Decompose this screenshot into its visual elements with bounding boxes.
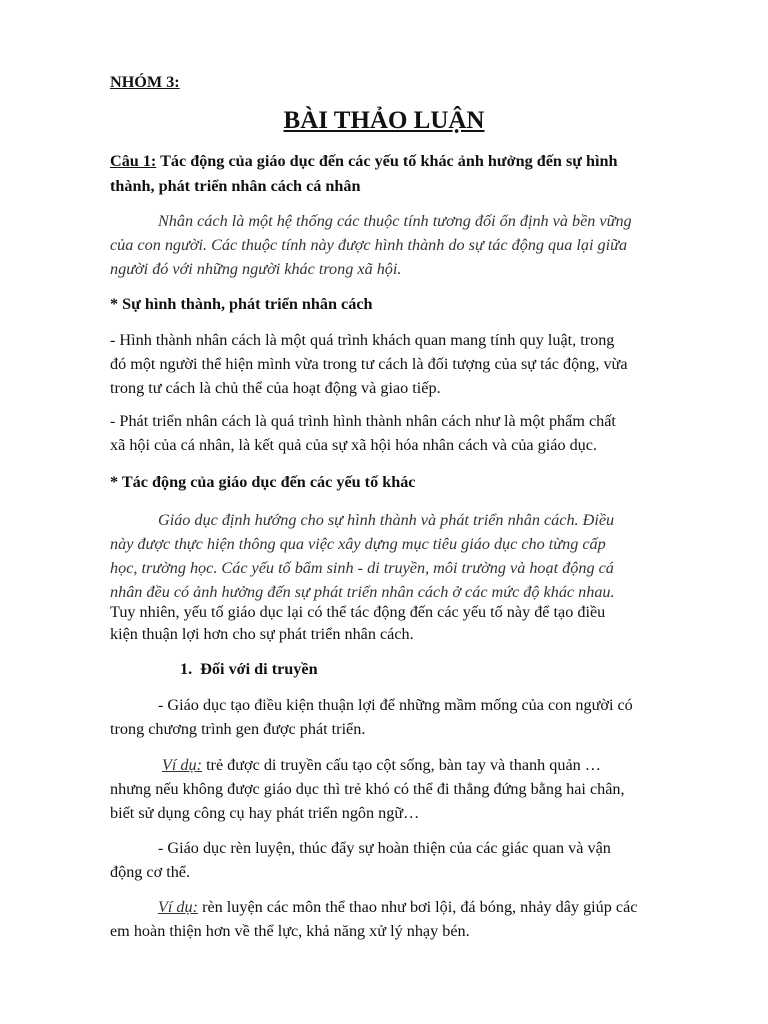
section1-para2-line: xã hội của cá nhân, là kết quả của sự xã hội hóa nhân cách và của giáo dục. <box>110 436 598 454</box>
example2-line1 <box>158 899 637 915</box>
intro-line: Nhân cách là một hệ thống các thuộc tính tương đối ổn định và bền vững <box>158 212 632 230</box>
subsection1-heading <box>180 661 318 677</box>
section2-italic-line: Giáo dục định hướng cho sự hình thành và phát triển nhân cách. Điều <box>158 511 615 529</box>
section1-para1-line: trong tư cách là chủ thể của hoạt động và giao tiếp. <box>110 379 441 397</box>
section1-heading: * Sự hình thành, phát triển nhân cách <box>110 295 373 313</box>
subsection1-number: 1. <box>180 660 193 678</box>
section2-heading: * Tác động của giáo dục đến các yếu tố khác <box>110 473 416 491</box>
section1-para1-line: đó một người thể hiện mình vừa trong tư cách là đối tượng của sự tác động, vừa <box>110 355 628 373</box>
subsection1-title: Đối với di truyền <box>200 660 318 678</box>
section1-para1-line: - Hình thành nhân cách là một quá trình khách quan mang tính quy luật, trong <box>110 331 615 349</box>
section2-italic-line: này được thực hiện thông qua việc xây dựng mục tiêu giáo dục cho từng cấp <box>110 535 606 553</box>
group-label: NHÓM 3: <box>110 73 180 91</box>
section2-plain-line: kiện thuận lợi hơn cho sự phát triển nhân cách. <box>110 625 414 643</box>
subsection1-para2-line: - Giáo dục rèn luyện, thúc đẩy sự hoàn thiện của các giác quan và vận <box>158 839 611 857</box>
intro-line: của con người. Các thuộc tính này được hình thành do sự tác động qua lại giữa <box>110 236 628 254</box>
question-text-line1: Tác động của giáo dục đến các yếu tố khác ảnh hưởng đến sự hình <box>156 152 618 170</box>
section2-italic-line: học, trường học. Các yếu tố bẩm sinh - di truyền, môi trường và hoạt động cá <box>110 559 614 577</box>
example1-line3: biết sử dụng công cụ hay phát triển ngôn ngữ… <box>110 804 420 822</box>
section2-italic-line: nhân đều có ảnh hưởng đến sự phát triển nhân cách ở các mức độ khác nhau. <box>110 583 615 601</box>
example1-line1 <box>162 757 601 773</box>
intro-line: người đó với những người khác trong xã hội. <box>110 260 402 278</box>
subsection1-para1-line: - Giáo dục tạo điều kiện thuận lợi để những mầm mống của con người có <box>158 696 633 714</box>
example1-text: trẻ được di truyền cấu tạo cột sống, bàn tay và thanh quản … <box>202 756 601 774</box>
example2-line2: em hoàn thiện hơn về thể lực, khả năng xử lý nhạy bén. <box>110 922 470 940</box>
subsection1-para1-line: trong chương trình gen được phát triển. <box>110 720 366 738</box>
section1-para2-line: - Phát triển nhân cách là quá trình hình thành nhân cách như là một phẩm chất <box>110 412 616 430</box>
example2-text: rèn luyện các môn thể thao như bơi lội, đá bóng, nhảy dây giúp các <box>198 898 638 916</box>
question-label: Câu 1: <box>110 152 157 170</box>
question-text-line2: thành, phát triển nhân cách cá nhân <box>110 177 361 195</box>
document-title: BÀI THẢO LUẬN <box>283 107 485 134</box>
subsection1-para2-line: động cơ thể. <box>110 863 191 881</box>
section2-plain-line: Tuy nhiên, yếu tố giáo dục lại có thể tác động đến các yếu tố này để tạo điều <box>110 603 606 621</box>
question-heading <box>110 153 618 169</box>
example1-label: Ví dụ: <box>162 756 203 774</box>
example2-label: Ví dụ: <box>158 898 199 916</box>
example1-line2: nhưng nếu không được giáo dục thì trẻ khó có thể đi thẳng đứng bằng hai chân, <box>110 780 625 798</box>
